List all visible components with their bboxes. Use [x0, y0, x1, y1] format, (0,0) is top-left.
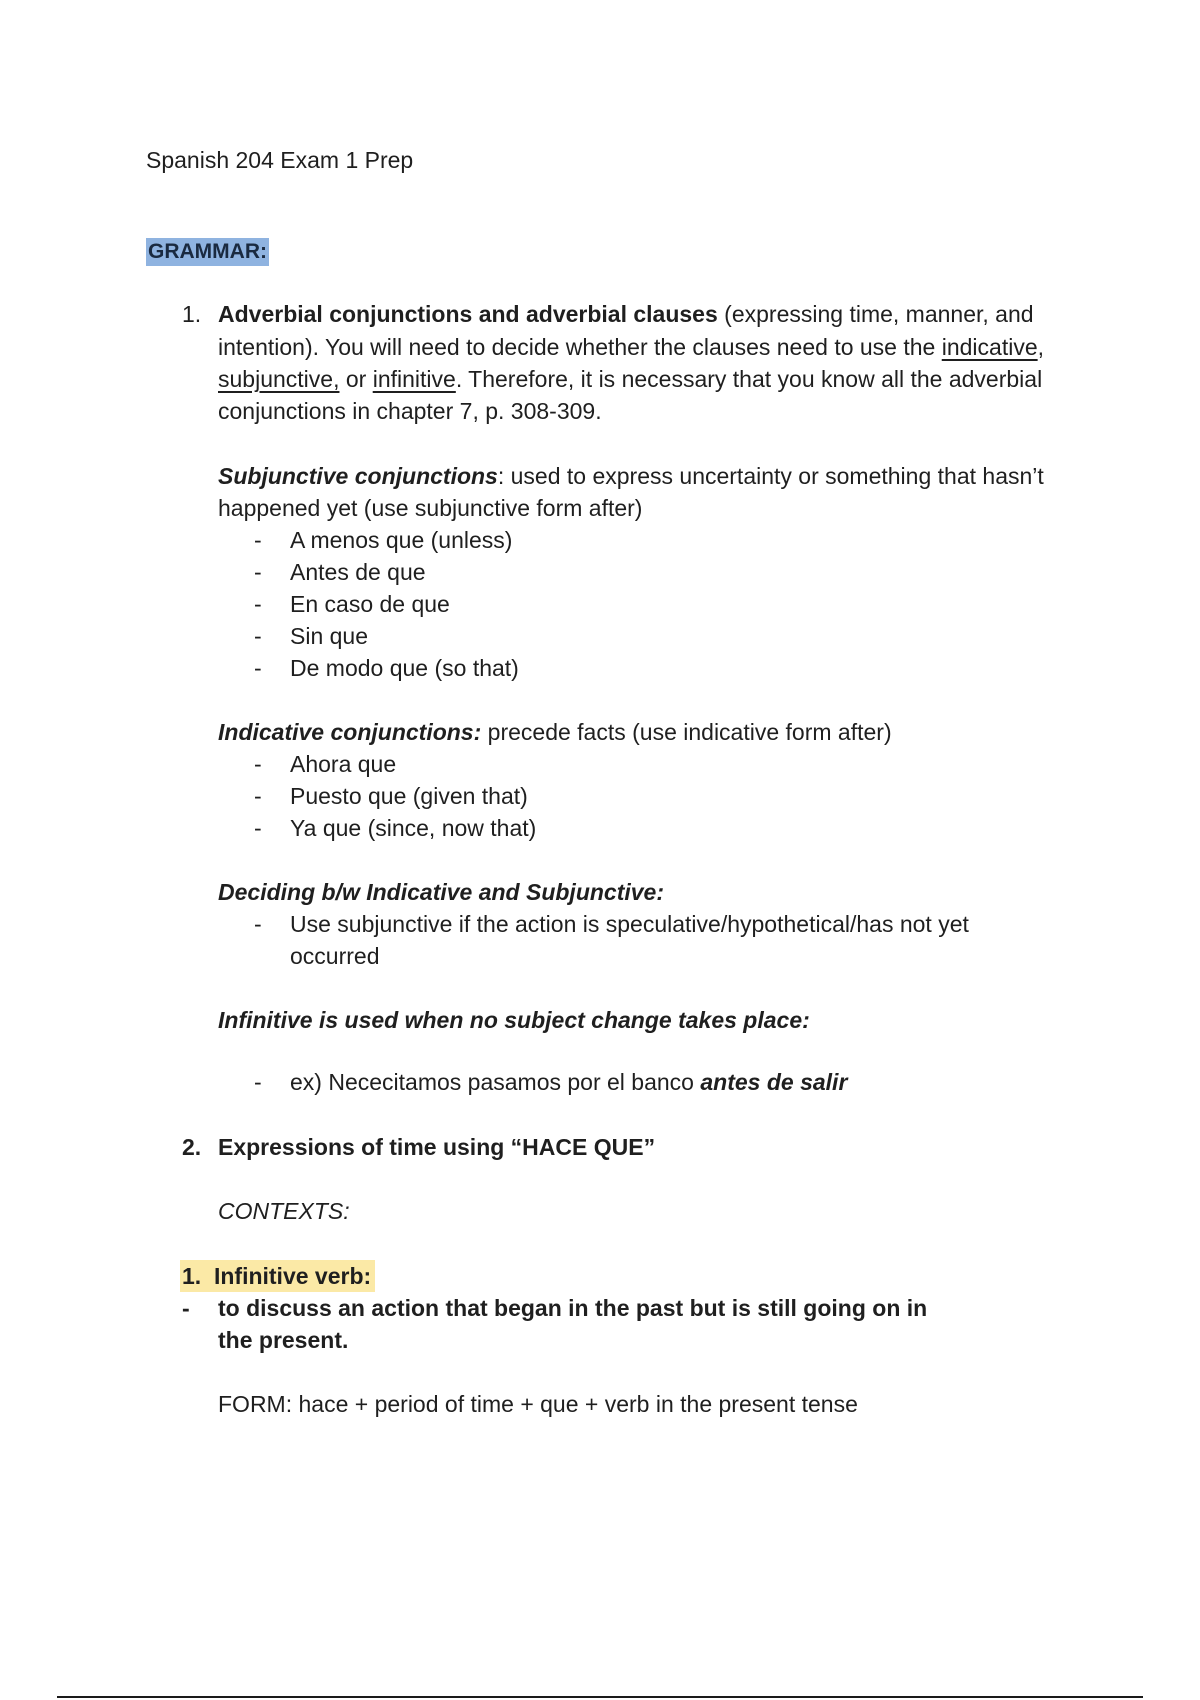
list-item: De modo que (so that)	[290, 655, 519, 681]
context1-desc-line1: to discuss an action that began in the past but is still going on in	[218, 1295, 928, 1321]
bullet-dash: -	[254, 527, 262, 553]
document-title: Spanish 204 Exam 1 Prep	[146, 147, 414, 173]
context1-form: FORM: hace + period of time + que + verb in the present tense	[218, 1391, 858, 1417]
infinitive-example-text: ex) Nececitamos pasamos por el banco	[290, 1069, 701, 1095]
infinitive-example	[290, 1066, 847, 1098]
item2-number: 2.	[182, 1134, 202, 1160]
list-item: Ahora que	[290, 751, 397, 777]
bullet-dash: -	[254, 815, 262, 841]
context1-number: 1.	[182, 1263, 202, 1289]
bullet-dash: -	[254, 783, 262, 809]
indicative-desc-text: precede facts (use indicative form after)	[481, 719, 892, 745]
indicative-link: indicative	[941, 334, 1038, 360]
bullet-dash: -	[254, 623, 262, 649]
bullet-dash: -	[254, 591, 262, 617]
grammar-heading: GRAMMAR:	[146, 238, 269, 266]
item2-heading: Expressions of time using “HACE QUE”	[218, 1134, 656, 1160]
bullet-dash: -	[254, 559, 262, 585]
subjunctive-desc-line1	[218, 460, 1044, 492]
subjunctive-desc: : used to express uncertainty or something that hasn’t	[497, 463, 1044, 489]
item1-line2	[218, 331, 1044, 363]
bullet-dash: -	[254, 1069, 262, 1095]
item1-heading: Adverbial conjunctions and adverbial clauses	[218, 301, 718, 327]
contexts-label: CONTEXTS:	[218, 1198, 350, 1224]
bullet-dash: -	[182, 1295, 190, 1321]
list-item: Ya que (since, now that)	[290, 815, 537, 841]
item1-line3	[218, 363, 1042, 395]
bullet-dash: -	[254, 751, 262, 777]
subjunctive-link: subjunctive,	[218, 366, 340, 392]
item1-line2-post: ,	[1037, 334, 1045, 360]
infinitive-link: infinitive	[372, 366, 456, 392]
deciding-label: Deciding b/w Indicative and Subjunctive:	[218, 879, 665, 905]
item1-line1	[218, 298, 1034, 330]
list-item: En caso de que	[290, 591, 450, 617]
page-bottom-rule	[57, 1696, 1143, 1698]
deciding-item-line1: Use subjunctive if the action is speculative/hypothetical/has not yet	[290, 911, 969, 937]
context1-desc-line2: the present.	[218, 1327, 349, 1353]
list-item: Sin que	[290, 623, 369, 649]
item1-line1-rest: (expressing time, manner, and	[717, 301, 1034, 327]
bullet-dash: -	[254, 911, 262, 937]
list-item: Puesto que (given that)	[290, 783, 528, 809]
deciding-item-line2: occurred	[290, 943, 380, 969]
indicative-label: Indicative conjunctions:	[218, 719, 482, 745]
context1-label: Infinitive verb:	[213, 1263, 372, 1289]
infinitive-rule-label: Infinitive is used when no subject change takes place:	[218, 1007, 810, 1033]
item1-line4: conjunctions in chapter 7, p. 308-309.	[218, 398, 602, 424]
bullet-dash: -	[254, 655, 262, 681]
item1-line3-post: . Therefore, it is necessary that you know all the adverbial	[455, 366, 1043, 392]
item1-line3-mid: or	[339, 366, 373, 392]
subjunctive-label: Subjunctive conjunctions	[218, 463, 498, 489]
subjunctive-desc-line2: happened yet (use subjunctive form after)	[218, 495, 643, 521]
context1-heading	[180, 1260, 375, 1292]
indicative-desc	[218, 716, 892, 748]
item1-number: 1.	[182, 301, 202, 327]
list-item: A menos que (unless)	[290, 527, 513, 553]
list-item: Antes de que	[290, 559, 426, 585]
infinitive-example-bold: antes de salir	[700, 1069, 848, 1095]
item1-line2-pre: intention). You will need to decide whether the clauses need to use the	[218, 334, 942, 360]
